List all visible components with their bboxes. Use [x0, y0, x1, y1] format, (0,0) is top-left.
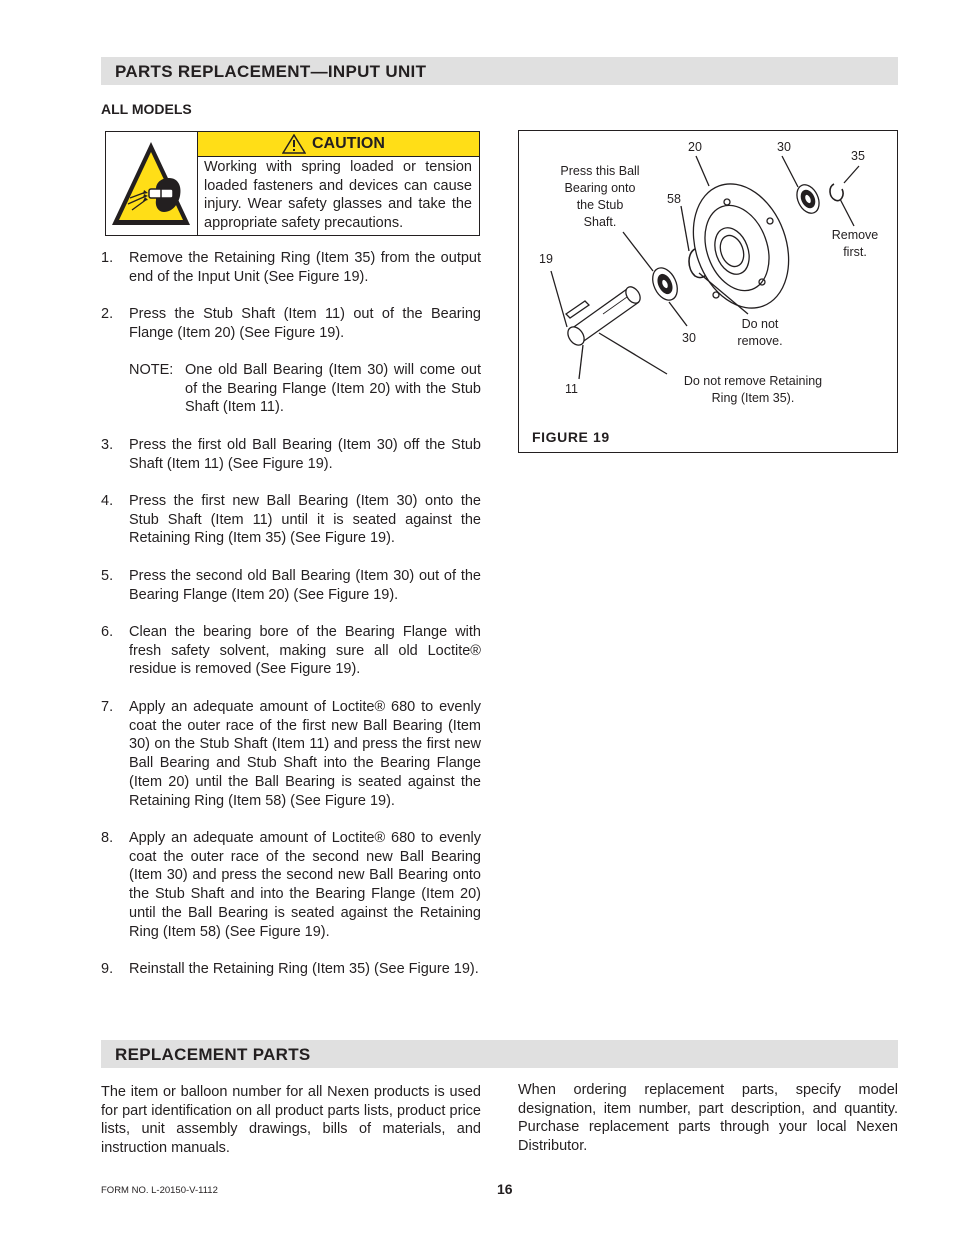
step-9	[101, 960, 481, 979]
step-text: Press the second old Ball Bearing (Item 30) out of the Bearing Flange (Item 20) (See Figure 19).	[129, 568, 481, 603]
step-text: Clean the bearing bore of the Bearing Flange with fresh safety solvent, making sure all old Loctite® residue is removed (See Figure 19).	[129, 624, 481, 678]
callout-do-not-remove: Do not remove.	[737, 317, 783, 348]
subheading-all-models: ALL MODELS	[101, 101, 192, 117]
step-text: Apply an adequate amount of Loctite® 680 to evenly coat the outer race of the first new Ball Bearing (Item 30) on the Stub Shaft (Item 11) and press the first new Ball Bearing and Stub Shaft into the Bearing Flange (Item 20) until the Ball Bearing is seated against the Retaining Ring (Item 58) (See Figure 19).	[129, 699, 481, 809]
warning-triangle-icon	[282, 134, 306, 154]
figure-label: FIGURE 19	[532, 429, 610, 445]
callout-do-not-remove-ring: Do not remove Retaining Ring (Item 35).	[683, 374, 823, 405]
step-3	[101, 436, 481, 473]
callout-35: 35	[851, 149, 865, 163]
callout-30-bottom: 30	[682, 331, 696, 345]
caution-box	[105, 131, 480, 236]
caution-text: Working with spring loaded or tension loaded fasteners and devices can cause injury. Wear safety glasses and take the appropriate safety precautions.	[204, 159, 472, 231]
step-number: 1.	[101, 250, 114, 266]
replacement-parts-left-text: The item or balloon number for all Nexen products is used for part identification on all product parts lists, product price lists, unit assembly drawings, bills of materials, and instruction manuals.	[101, 1084, 481, 1157]
callout-19: 19	[539, 252, 553, 266]
step-6	[101, 623, 481, 679]
callout-11: 11	[565, 382, 578, 396]
step-text: Press the first old Ball Bearing (Item 30) off the Stub Shaft (Item 11) (See Figure 19).	[129, 437, 481, 472]
step-2	[101, 305, 481, 342]
step-number: 4.	[101, 493, 114, 509]
callout-58: 58	[667, 192, 681, 206]
step-number: 6.	[101, 624, 114, 640]
note-label: NOTE:	[129, 362, 174, 378]
step-number: 3.	[101, 437, 114, 453]
note	[129, 361, 481, 417]
step-text: Reinstall the Retaining Ring (Item 35) (See Figure 19).	[129, 961, 479, 977]
step-number: 7.	[101, 699, 114, 715]
step-number: 8.	[101, 830, 114, 846]
step-4	[101, 492, 481, 548]
step-1	[101, 249, 481, 286]
step-text: Remove the Retaining Ring (Item 35) from the output end of the Input Unit (See Figure 19).	[129, 250, 481, 285]
section-title: REPLACEMENT PARTS	[115, 1045, 311, 1064]
note-text: One old Ball Bearing (Item 30) will come out of the Bearing Flange (Item 20) with the Stub Shaft (Item 11).	[185, 362, 481, 416]
section-header-parts-replacement	[101, 57, 898, 85]
step-text: Press the first new Ball Bearing (Item 30) onto the Stub Shaft (Item 11) until it is seated against the Retaining Ring (Item 35) (See Figure 19).	[129, 493, 481, 547]
page-number: 16	[497, 1181, 513, 1197]
callout-30-top: 30	[777, 140, 791, 154]
replacement-parts-right-text: When ordering replacement parts, specify model designation, item number, part description, and quantity. Purchase replacement parts through your local Nexen Distributor.	[518, 1082, 898, 1155]
callout-remove-first: Remove first.	[831, 228, 879, 259]
step-text: Apply an adequate amount of Loctite® 680 to evenly coat the outer race of the second new Ball Bearing (Item 30) and press the second new Ball Bearing onto the Stub Shaft and into the Bearing Flange (Item 20) until the Ball Bearing is seated against the Retaining Ring (Item 58) (See Figure 19).	[129, 830, 481, 940]
step-number: 9.	[101, 961, 114, 977]
caution-label: CAUTION	[312, 135, 385, 152]
safety-glasses-warning-icon	[106, 132, 198, 235]
step-number: 5.	[101, 568, 114, 584]
callout-20: 20	[688, 140, 702, 154]
figure-19	[518, 130, 898, 453]
step-5	[101, 567, 481, 604]
step-8	[101, 829, 481, 941]
step-text: Press the Stub Shaft (Item 11) out of the Bearing Flange (Item 20) (See Figure 19).	[129, 306, 481, 341]
step-7	[101, 698, 481, 810]
section-title: PARTS REPLACEMENT—INPUT UNIT	[115, 62, 427, 81]
section-header-replacement-parts	[101, 1040, 898, 1068]
form-number: FORM NO. L-20150-V-1112	[101, 1185, 218, 1196]
caution-header	[198, 132, 479, 157]
step-number: 2.	[101, 306, 114, 322]
callout-press-bearing: Press this Ball Bearing onto the Stub Shaft.	[560, 164, 640, 229]
